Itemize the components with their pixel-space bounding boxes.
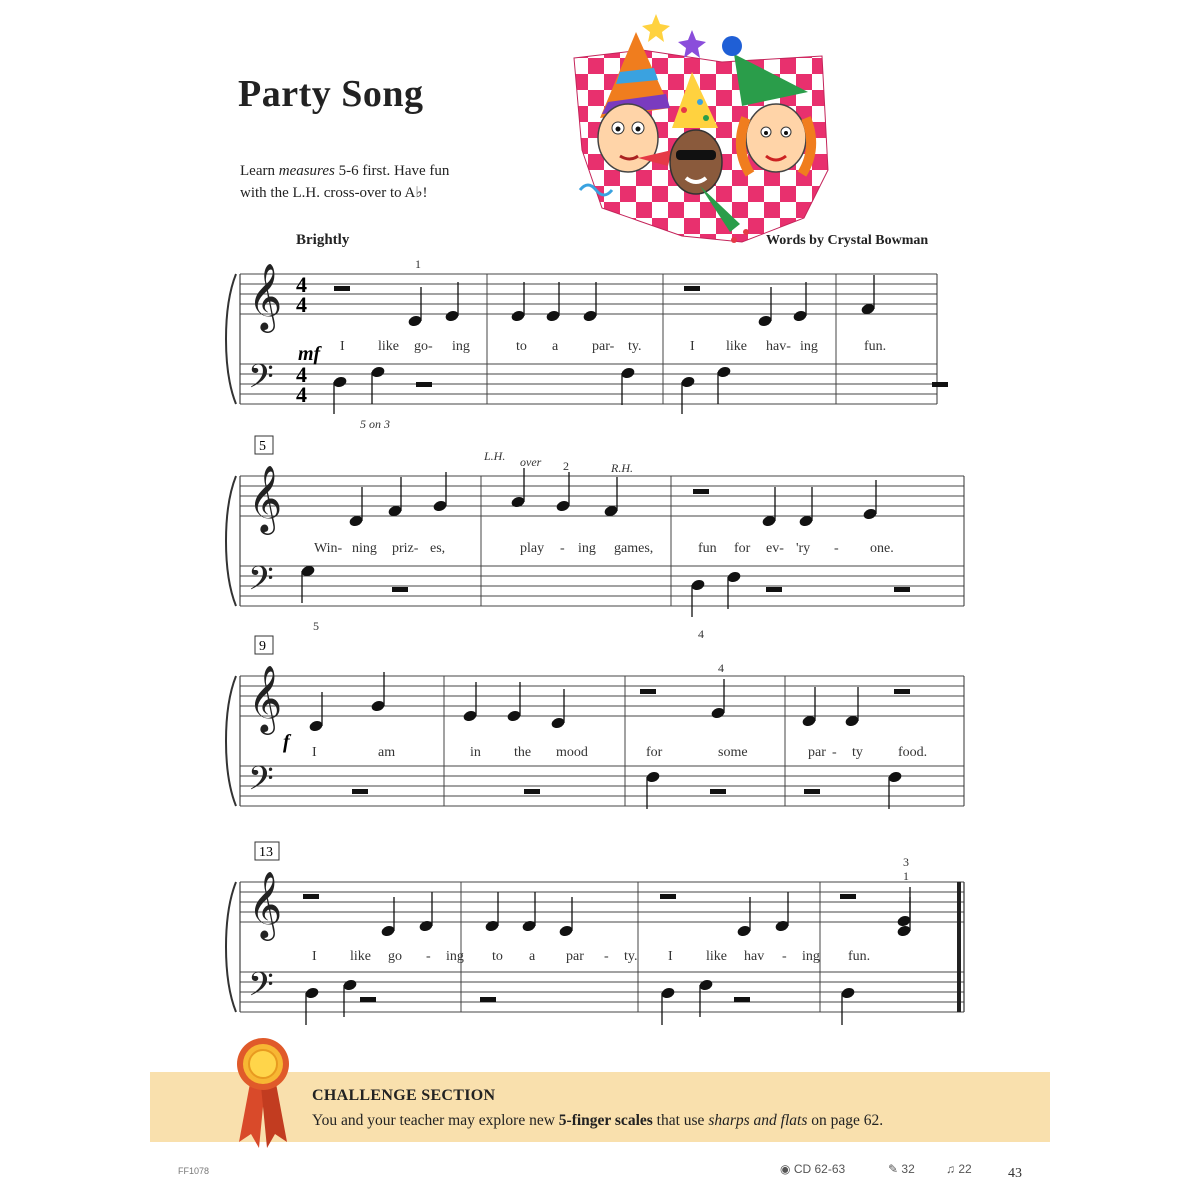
treble-clef: 𝄞 xyxy=(248,870,283,938)
lyricist-credit: Words by Crystal Bowman xyxy=(766,233,929,248)
fingering-mark: R.H. xyxy=(611,461,633,475)
time-signature: 4 xyxy=(296,362,307,387)
rest xyxy=(480,997,496,1002)
lyric-syllable: mood xyxy=(556,745,588,760)
rest xyxy=(693,489,709,494)
lyric-syllable: - xyxy=(832,745,837,760)
tempo-marking: Brightly xyxy=(296,232,350,248)
lyric-syllable: ev- xyxy=(766,541,784,556)
fingering-mark: over xyxy=(520,455,542,469)
measure-number: 9 xyxy=(259,639,266,654)
treble-clef: 𝄞 xyxy=(248,262,283,330)
lyric-syllable: one. xyxy=(870,541,894,556)
rest xyxy=(416,382,432,387)
fingering-mark: L.H. xyxy=(484,449,506,463)
lyric-syllable: I xyxy=(312,745,317,760)
measure-number: 5 xyxy=(259,439,266,454)
lyric-syllable: for xyxy=(646,745,663,760)
lyric-syllable: ty xyxy=(852,745,863,760)
lyric-syllable: play xyxy=(520,541,545,556)
lyric-syllable: like xyxy=(706,949,727,964)
lyric-syllable: some xyxy=(718,745,748,760)
brace xyxy=(226,476,236,606)
lyric-syllable: I xyxy=(668,949,673,964)
lyric-syllable: 'ry xyxy=(796,541,811,556)
catalog-id: FF1078 xyxy=(178,1166,210,1176)
lyric-syllable: games, xyxy=(614,541,654,556)
award-ribbon-icon xyxy=(235,1032,291,1152)
dynamic-marking: f xyxy=(283,731,290,753)
rest xyxy=(894,689,910,694)
bass-clef: 𝄢 xyxy=(248,358,274,404)
rest xyxy=(352,789,368,794)
lyric-syllable: to xyxy=(492,949,503,964)
lyric-syllable: I xyxy=(312,949,317,964)
time-signature: 4 xyxy=(296,292,307,317)
cd-reference: ◉ CD 62-63 xyxy=(780,1162,846,1176)
rest xyxy=(524,789,540,794)
lyric-syllable: - xyxy=(560,541,565,556)
lyric-syllable: like xyxy=(350,949,371,964)
lyric-syllable: like xyxy=(726,339,747,354)
bass-clef: 𝄢 xyxy=(248,966,274,1012)
fingering-mark: 3 xyxy=(903,855,909,869)
bass-clef: 𝄢 xyxy=(248,760,274,806)
lyric-syllable: in xyxy=(470,745,481,760)
rest xyxy=(684,286,700,291)
lyric-syllable: - xyxy=(782,949,787,964)
pencil-icon: ✎ xyxy=(888,1162,899,1176)
music-note-icon: ♫ xyxy=(946,1162,955,1176)
treble-clef: 𝄞 xyxy=(248,464,283,532)
fingering-mark: 1 xyxy=(903,869,909,883)
instruction-line-2: with the L.H. cross-over to A♭! xyxy=(240,185,428,201)
lyric-syllable: to xyxy=(516,339,527,354)
lyric-syllable: a xyxy=(529,949,536,964)
cd-icon: ◉ xyxy=(780,1162,791,1176)
lyric-syllable: ty. xyxy=(628,339,642,354)
challenge-body: You and your teacher may explore new 5-finger scales that use sharps and flats on page 62. xyxy=(312,1112,884,1129)
time-signature: 4 xyxy=(296,382,307,407)
lyric-syllable: hav- xyxy=(766,339,791,354)
lyric-syllable: ing xyxy=(578,541,596,556)
lyric-syllable: a xyxy=(552,339,559,354)
lyric-syllable: - xyxy=(604,949,609,964)
lyric-syllable: ning xyxy=(352,541,377,556)
fingering-mark: 4 xyxy=(698,627,704,641)
lyric-syllable: the xyxy=(514,745,532,760)
lyric-syllable: like xyxy=(378,339,399,354)
ref-b: ♫ 22 xyxy=(946,1162,972,1176)
page-number: 43 xyxy=(1008,1166,1022,1181)
treble-clef: 𝄞 xyxy=(248,664,283,732)
rest xyxy=(334,286,350,291)
lyric-syllable: ing xyxy=(452,339,470,354)
song-title: Party Song xyxy=(238,73,424,115)
rest xyxy=(640,689,656,694)
ref-a: ✎ 32 xyxy=(888,1162,915,1176)
lyric-syllable: priz- xyxy=(392,541,419,556)
rest xyxy=(710,789,726,794)
rest xyxy=(840,894,856,899)
rest xyxy=(932,382,948,387)
rest xyxy=(734,997,750,1002)
lyric-syllable: Win- xyxy=(314,541,343,556)
measure-number: 13 xyxy=(259,845,273,860)
lyric-syllable: par xyxy=(566,949,584,964)
lyric-syllable: go xyxy=(388,949,402,964)
brace xyxy=(226,882,236,1012)
lyric-syllable: fun. xyxy=(864,339,887,354)
lyric-syllable: I xyxy=(340,339,345,354)
lyric-syllable: - xyxy=(834,541,839,556)
lyric-syllable: hav xyxy=(744,949,765,964)
lyric-syllable: am xyxy=(378,745,396,760)
lyric-syllable: ing xyxy=(800,339,818,354)
instruction-line-1: Learn measures 5-6 first. Have fun xyxy=(240,163,450,179)
challenge-title: CHALLENGE SECTION xyxy=(312,1087,496,1104)
brace xyxy=(226,274,236,404)
fingering-mark: 5 xyxy=(313,619,319,633)
rest xyxy=(894,587,910,592)
rest xyxy=(303,894,319,899)
lyric-syllable: ing xyxy=(802,949,820,964)
fingering-mark: 5 on 3 xyxy=(360,417,390,431)
lyric-syllable: for xyxy=(734,541,751,556)
lyric-syllable: go- xyxy=(414,339,433,354)
lyric-syllable: ty. xyxy=(624,949,638,964)
lyric-syllable: - xyxy=(426,949,431,964)
lyric-syllable: es, xyxy=(430,541,446,556)
time-signature: 4 xyxy=(296,272,307,297)
bass-clef: 𝄢 xyxy=(248,560,274,606)
lyric-syllable: fun. xyxy=(848,949,871,964)
rest xyxy=(660,894,676,899)
fingering-mark: 4 xyxy=(718,661,724,675)
fingering-mark: 2 xyxy=(563,459,569,473)
lyric-syllable: fun xyxy=(698,541,717,556)
lyric-syllable: par- xyxy=(592,339,615,354)
lyric-syllable: par xyxy=(808,745,826,760)
fingering-mark: 1 xyxy=(415,257,421,271)
lyric-syllable: food. xyxy=(898,745,928,760)
dynamic-marking: mf xyxy=(298,343,321,365)
lyric-syllable: ing xyxy=(446,949,464,964)
rest xyxy=(804,789,820,794)
rest xyxy=(392,587,408,592)
brace xyxy=(226,676,236,806)
lyric-syllable: I xyxy=(690,339,695,354)
rest xyxy=(766,587,782,592)
rest xyxy=(360,997,376,1002)
